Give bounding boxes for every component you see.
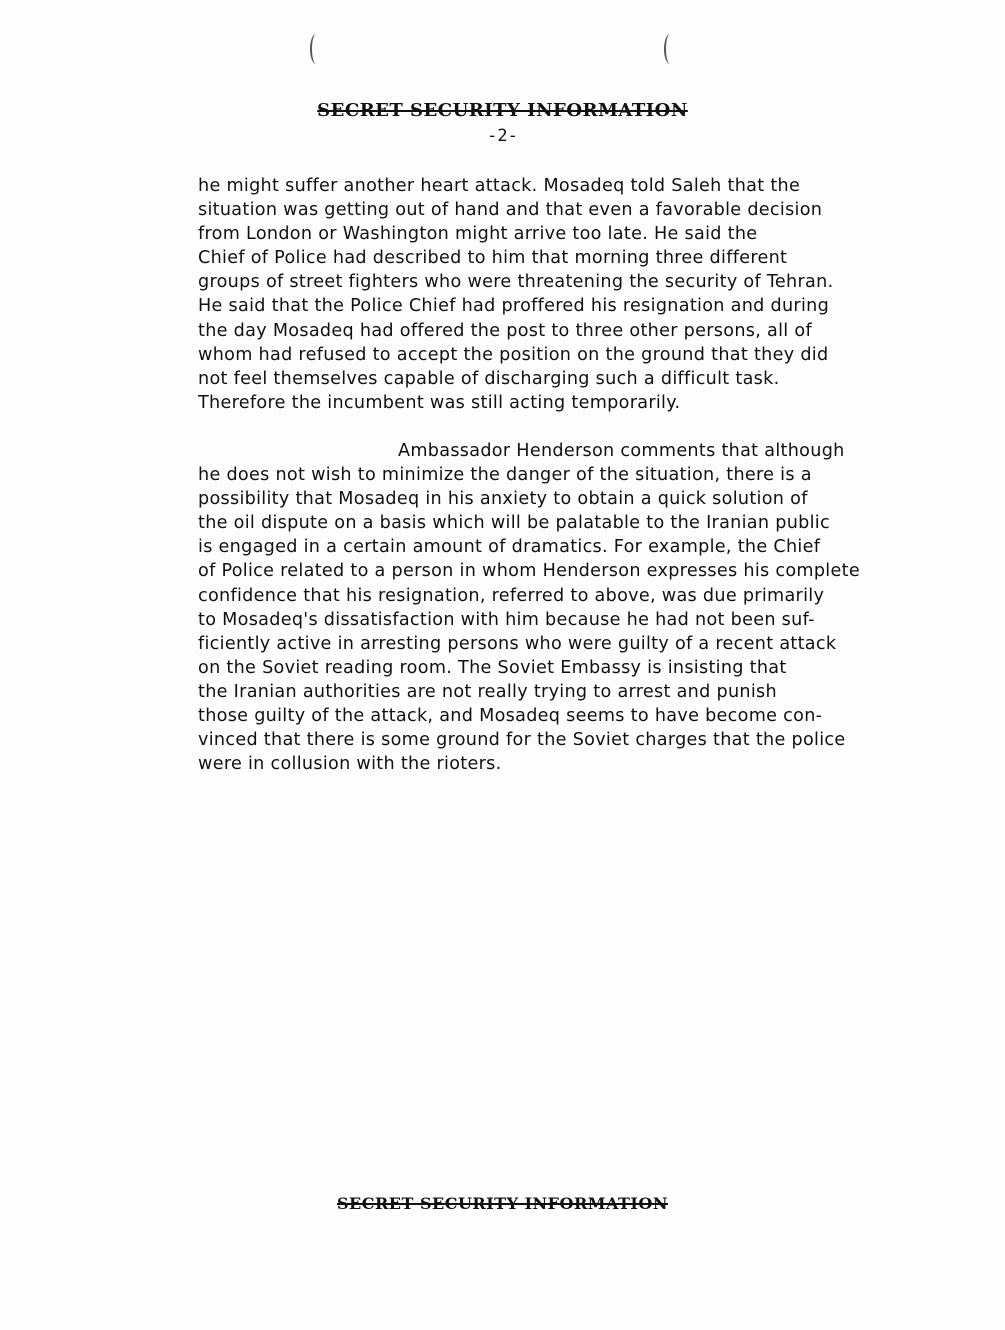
text-line: whom had refused to accept the position on the ground that they did [198,344,829,365]
text-line: Therefore the incumbent was still acting temporarily. [198,392,681,413]
text-line: he does not wish to minimize the danger of the situation, there is a [198,465,812,486]
text-line: were in collusion with the rioters. [198,754,502,775]
text-line: ficiently active in arresting persons who were guilty of a recent attack [198,633,837,654]
text-line: those guilty of the attack, and Mosadeq seems to have become con- [198,705,823,726]
binder-mark-left [310,34,322,64]
text-line: of Police related to a person in whom Henderson expresses his complete [198,561,860,582]
footer-classification-text: SECRET SECURITY INFORMATION [337,1194,668,1213]
text-line: not feel themselves capable of discharging such a difficult task. [198,368,780,389]
header-classification-text: SECRET SECURITY INFORMATION [317,100,688,121]
text-line: confidence that his resignation, referred to above, was due primarily [198,585,825,606]
paragraph-1 [198,174,988,415]
text-line: is engaged in a certain amount of dramatics. For example, the Chief [198,537,821,558]
text-line: on the Soviet reading room. The Soviet Embassy is insisting that [198,657,787,678]
text-line: Ambassador Henderson comments that although [398,440,845,461]
text-line: the day Mosadeq had offered the post to three other persons, all of [198,320,812,341]
text-line: groups of street fighters who were threatening the security of Tehran. [198,272,834,293]
text-line: He said that the Police Chief had proffered his resignation and during [198,296,830,317]
text-line: he might suffer another heart attack. Mosadeq told Saleh that the [198,176,801,196]
text-line: from London or Washington might arrive too late. He said the [198,224,758,245]
footer-classification [0,1194,1005,1213]
text-line: to Mosadeq's dissatisfaction with him because he had not been suf- [198,609,815,630]
page-number: -2- [487,126,518,146]
text-line: possibility that Mosadeq in his anxiety to obtain a quick solution of [198,489,808,510]
paragraph-2 [198,439,988,776]
document-body [198,174,988,776]
header-classification [0,100,1005,121]
text-line: the Iranian authorities are not really trying to arrest and punish [198,681,777,702]
text-line: vinced that there is some ground for the Soviet charges that the police [198,730,846,751]
binder-mark-right [664,34,676,64]
text-line: the oil dispute on a basis which will be palatable to the Iranian public [198,513,830,534]
text-line: Chief of Police had described to him that morning three different [198,248,788,269]
text-line: situation was getting out of hand and that even a favorable decision [198,200,823,221]
